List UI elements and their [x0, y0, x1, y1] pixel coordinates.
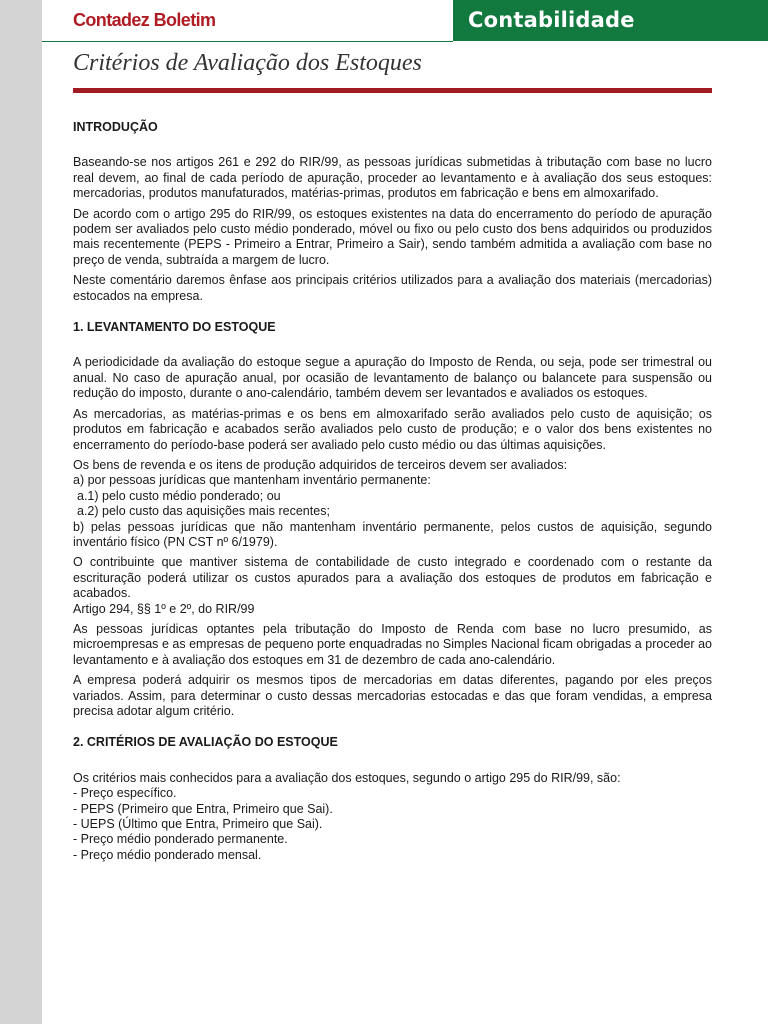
intro-heading: INTRODUÇÃO	[73, 120, 158, 134]
brand-name: Contadez Boletim	[73, 10, 216, 30]
title-rule	[73, 88, 712, 93]
criteria-item: - UEPS (Último que Entra, Primeiro que Sai).	[73, 817, 323, 832]
valuation-rule-a: a) por pessoas jurídicas que mantenham inventário permanente:	[73, 473, 431, 488]
section1-legal-reference: Artigo 294, §§ 1º e 2º, do RIR/99	[73, 601, 255, 616]
header-divider	[42, 41, 453, 42]
section1-paragraph-1: A periodicidade da avaliação do estoque segue a apuração do Imposto de Renda, ou seja, pode ser trimestral ou anual. No caso de apuração anual, por ocasião de levantamento de balanço ou balancete para suspensão ou redução do imposto, durante o ano-calendário, também devem ser levantados e avaliados os estoques.	[73, 355, 712, 401]
section-banner: Contabilidade	[453, 0, 768, 41]
criteria-item: - PEPS (Primeiro que Entra, Primeiro que Sai).	[73, 801, 333, 816]
valuation-rule-a1: a.1) pelo custo médio ponderado; ou	[77, 488, 281, 503]
valuation-rules-intro: Os bens de revenda e os itens de produção adquiridos de terceiros devem ser avaliados:	[73, 457, 568, 472]
criteria-item: - Preço médio ponderado permanente.	[73, 832, 288, 847]
section1-paragraph-4: O contribuinte que mantiver sistema de contabilidade de custo integrado e coordenado com o restante da escrituração poderá utilizar os custos apurados para a avaliação dos estoques de produtos em fabricação e acabados.	[73, 555, 712, 601]
left-margin-strip	[0, 0, 42, 1024]
criteria-item: - Preço específico.	[73, 786, 177, 801]
section1-paragraph-2: As mercadorias, as matérias-primas e os bens em almoxarifado serão avaliados pelo custo de aquisição; os produtos em fabricação e acabados serão avaliados pelo custo de produção; e o valor dos bens existentes no encerramento do período-base poderá ser avaliado pelo custo médio ou das últimas aquisições.	[73, 406, 712, 452]
section1-paragraph-5: As pessoas jurídicas optantes pela tributação do Imposto de Renda com base no lucro presumido, as microempresas e as empresas de pequeno porte enquadradas no Simples Nacional ficam obrigadas a proceder ao levantamento e à avaliação dos estoques em 31 de dezembro de cada ano-calendário.	[73, 621, 712, 667]
section1-valuation-rules	[73, 458, 712, 550]
intro-paragraph-2: De acordo com o artigo 295 do RIR/99, os estoques existentes na data do encerramento do período de apuração podem ser avaliados pelo custo médio ponderado, móvel ou fixo ou pelo custo dos bens adquiridos ou produzidos mais recentemente (PEPS - Primeiro a Entrar, Primeiro a Sair), sendo também admitida a avaliação com base no preço de venda, subtraída a margem de lucro.	[73, 206, 712, 267]
valuation-rule-b: b) pelas pessoas jurídicas que não mantenham inventário permanente, pelos custos de aquisição, segundo inventário físico (PN CST nº 6/1979).	[73, 519, 712, 549]
intro-paragraph-1: Baseando-se nos artigos 261 e 292 do RIR/99, as pessoas jurídicas submetidas à tributação com base no lucro real devem, ao final de cada período de apuração, proceder ao levantamento e à avaliação dos seus estoques: mercadorias, produtos manufaturados, matérias-primas, produtos em fabricação e bens em almoxarifado.	[73, 155, 712, 201]
criteria-item: - Preço médio ponderado mensal.	[73, 847, 262, 862]
article-body	[73, 120, 712, 863]
section1-heading: 1. LEVANTAMENTO DO ESTOQUE	[73, 320, 276, 335]
valuation-rule-a2: a.2) pelo custo das aquisições mais recentes;	[77, 504, 330, 519]
page-title: Critérios de Avaliação dos Estoques	[73, 50, 422, 76]
section2-heading: 2. CRITÉRIOS DE AVALIAÇÃO DO ESTOQUE	[73, 735, 338, 750]
section1-paragraph-6: A empresa poderá adquirir os mesmos tipos de mercadorias em datas diferentes, pagando por eles preços variados. Assim, para determinar o custo dessas mercadorias estocadas e das que foram vendidas, a empresa precisa adotar algum critério.	[73, 673, 712, 718]
intro-paragraph-3: Neste comentário daremos ênfase aos principais critérios utilizados para a avaliação dos materiais (mercadorias) estocados na empresa.	[73, 273, 712, 303]
section2-intro: Os critérios mais conhecidos para a avaliação dos estoques, segundo o artigo 295 do RIR/99, são:	[73, 770, 621, 785]
